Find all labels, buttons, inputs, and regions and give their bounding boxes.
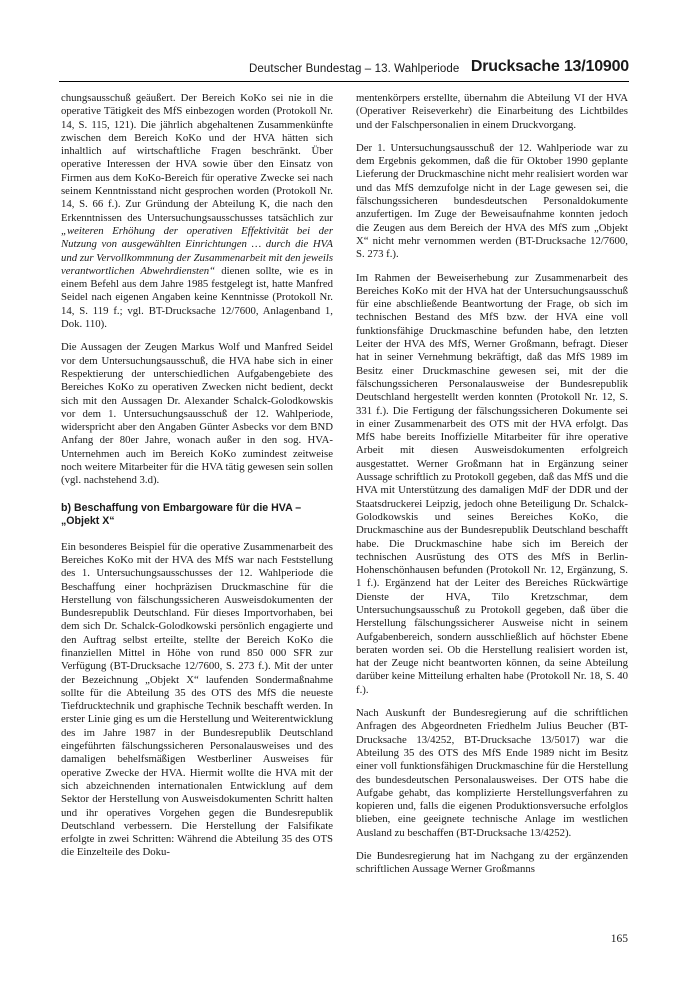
- right-column: [356, 92, 628, 887]
- document-number: Drucksache 13/10900: [470, 58, 629, 75]
- paragraph-committee-result: Der 1. Untersuchungsausschuß der 12. Wahlperiode war zu dem Ergebnis gekommen, daß die für Oktober 1990 geplante Lieferung der Druckmaschine nicht mehr realisiert worden war und das MfS demzufolge nicht in der Lage gewesen sei, die fälschungssicheren bundesdeutschen Personaldokumente anzufertigen. Im Zuge der Beweisaufnahme konnten jedoch die Zeugen aus dem Bereich der HVA des MfS zum „Objekt X“ nicht mehr vernommen werden (BT-Drucksache 12/7600, S. 273 f.).: [356, 141, 628, 261]
- paragraph-objekt-x: Ein besonderes Beispiel für die operative Zusammenarbeit des Bereiches KoKo mit der HVA des MfS war nach Feststellung des 1. Untersuchungsausschusses der 12. Wahlperiode die Beschaffung einer hochpräzisen Druckmaschine für die Herstellung von fälschungssicheren Ausweisdokumenten der Bundesrepublik Deutschland. Für dieses Importvorhaben, bei dem sich Dr. Schalck-Golodkowski persönlich engagierte und den Auftrag selbst erteilte, stellte der Bereich KoKo die finanziellen Mittel in Höhe von rund 850 000 SFR zur Verfügung (BT-Drucksache 12/7600, S. 273 f.). Mit der unter der Bezeichnung „Objekt X“ laufenden Sondermaßnahme sollte für die Abteilung 35 des OTS des MfS die neueste Tiefdrucktechnik und graphische Technik beschafft werden. In erster Linie ging es um die Herstellung und Weiterentwicklung des im Jahre 1987 in der Bundesrepublik Deutschland eingeführten fälschungssicheren Personalausweises und des damaligen behelfsmäßigen Westberliner Ausweises für operative Zwecke der HVA. Hiermit wollte die HVA mit der sich abzeichnenden internationalen Entwicklung auf dem Sektor der Herstellung von Ausweisdokumenten Schritt halten und ihr operatives Vorgehen gegen die Bundesrepublik Deutschland verbessern. Die Herstellung der Falsifikate erfolgte in zwei Schritten: Während die Abteilung 35 des OTS die Einzelteile des Doku-: [61, 540, 333, 859]
- section-heading: b) Beschaffung von Embargoware für die HVA – „Objekt X“: [61, 501, 302, 528]
- page-number: 165: [610, 933, 628, 945]
- quoted-order-text: „weiteren Erhöhung der operativen Effektivität bei der Nutzung von ausgewählten Einrichtungen … durch die HVA und zur Vervollkommnung der Zusammenarbeit mit den jeweils verantwortlichen Abwehrdiensten“: [61, 224, 334, 277]
- paragraph-koko-hva: [61, 92, 333, 331]
- left-column: [61, 92, 333, 870]
- paragraph-government-info: Nach Auskunft der Bundesregierung auf die schriftlichen Anfragen des Abgeordneten Friedhelm Julius Beucher (BT-Drucksache 13/4252, BT-Drucksache 13/5017) war die Abteilung 35 des OTS des MfS Ende 1989 nicht im Besitz einer voll funktionsfähigen Druckmaschine für die Herstellung des bundesdeutschen Personalausweises. Der OTS habe die Aufgabe gehabt, das komplizierte Herstellungsverfahren zu kopieren und, falls die eigenen Produktionsversuche erfolglos blieben, eine geeignete technische Anlage im westlichen Ausland zu beschaffen (BT-Drucksache 13/4252).: [356, 707, 628, 839]
- paragraph-continuation: mentenkörpers erstellte, übernahm die Abteilung VI der HVA (Operativer Reiseverkehr) die Einarbeitung des Lichtbildes und der Falschpersonalien in einem Druckvorgang.: [356, 92, 628, 131]
- page-header: [59, 57, 629, 82]
- paragraph-text: chungsausschuß geäußert. Der Bereich KoKo sei nie in die operative Tätigkeit des MfS einbezogen worden (Protokoll Nr. 14, S. 115, 121). Die jährlich abgehaltenen Zusammenkünfte zwischen dem Bereich KoKo und der HVA hätten sich inhaltlich auf wirtschaftliche Fragen beschränkt. Über operative Interessen der HVA sowie über den Einsatz von Firmen aus dem KoKo-Bereich für operative Zwecke sei nach seinem Kenntnisstand nicht gesprochen worden (Protokoll Nr. 14, S. 66 f.). Zur Gründung der Abteilung K, die nach den Erkenntnissen des Untersuchungsausschusses tatsächlich zur: [61, 92, 333, 224]
- running-title: Deutscher Bundestag – 13. Wahlperiode: [249, 63, 460, 75]
- paragraph-evidence: Im Rahmen der Beweiserhebung zur Zusammenarbeit des Bereiches KoKo mit der HVA hat der Untersuchungsausschuß für eine abschließende Beantwortung der Frage, ob sich im technischen Bestand des MfS bzw. der HVA eine voll funktionsfähige Druckmaschine befunden habe, den letzten Leiter der HVA des MfS, Werner Großmann, befragt. Dieser hat in seiner Vernehmung bekräftigt, daß das MfS 1989 im Besitz einer Druckmaschine gewesen sei, mit der die fälschungssicheren Personalausweise der Bundesrepublik Deutschland hergestellt werden konnten (Protokoll Nr. 12, S. 331 f.). Die Fertigung der fälschungssicheren Dokumente sei in einer Zusammenarbeit des OTS mit der HVA erfolgt. Das MfS habe bereits Inoffizielle Mitarbeiter für ihre operative Arbeit mit diesen Ausweisdokumenten erfolgreich ausgestattet. Werner Großmann hat in Ergänzung seiner Aussage schriftlich zu Protokoll gegeben, daß das MfS und die HVA mit Unterstützung des damaligen MdF der DDR und der Staatsdruckerei Leipzig, jedoch ohne Beteiligung Dr. Schalck-Golodkowskis und seines Bereiches KoKo, die Druckmaschine aus der Bundesrepublik Deutschland beschafft habe. Die Druckmaschine habe sich im Bereich der technischen Ausrüstung des OTS des MfS in Berlin-Hohenschönhausen befunden (Protokoll Nr. 12, Ergänzung, S. 1 f.). Ergänzend hat der Leiter des Bereiches Rückwärtige Dienste der HVA, Tilo Kretzschmar, dem Untersuchungsausschuß zu Protokoll gegeben, daß über die Herstellung fälschungssicherer Ausweise nicht in seinem Aufgabenbereich, sondern ausschließlich auf höchster Ebene beraten worden sei. Ob die Herstellung realisiert worden ist, hat der Zeuge nicht beantworten können, da seine Abteilung darüber keine Mitteilung erhalten habe (Protokoll Nr. 18, S. 40 f.).: [356, 271, 628, 696]
- paragraph-text: dienen sollte, wie es in einem Befehl aus dem Jahre 1985 festgelegt ist, hatte Manfred Seidel nach eigenen Angaben keine Kenntnisse (Protokoll Nr. 14, S. 119 f.; vgl. BT-Drucksache 12/7600, Anlagenband 1, Dok. 110).: [61, 264, 333, 331]
- paragraph-final: Die Bundesregierung hat im Nachgang zu der ergänzenden schriftlichen Aussage Werner Großmanns: [356, 850, 628, 876]
- paragraph-testimony: Die Aussagen der Zeugen Markus Wolf und Manfred Seidel vor dem Untersuchungsausschuß, die HVA habe sich in einer Respektierung der unterschiedlichen Aufgabengebiete des Bereiches KoKo zu operativen Zwecken nicht bedient, deckt sich mit den Aussagen Dr. Alexander Schalck-Golodkowskis vor dem 1. Untersuchungsausschuß der 12. Wahlperiode, widerspricht aber den Angaben Günter Asbecks vor dem BND Anfang der 80er Jahre, wonach außer in den sog. HVA-Unternehmen auch im Bereich KoKo zumindest zeitweise noch weitere Mitarbeiter für die HVA tätig gewesen sein sollen (vgl. nachstehend 3.d).: [61, 341, 333, 487]
